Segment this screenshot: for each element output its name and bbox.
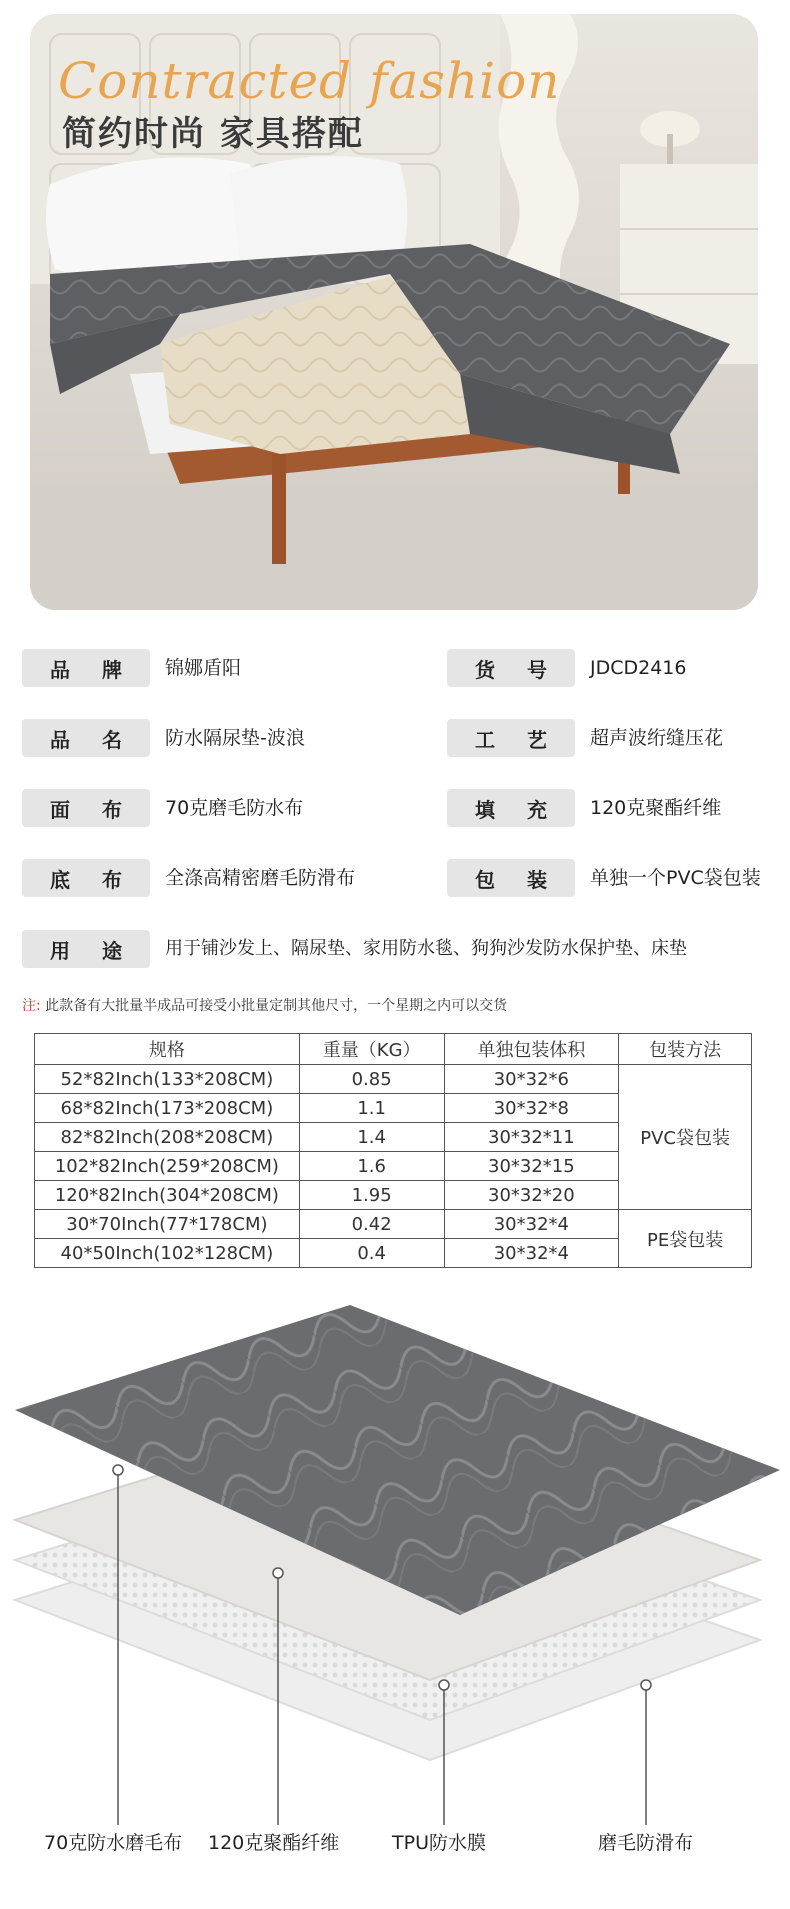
table-cell: 1.1 — [299, 1094, 444, 1123]
spec-label: 包装 — [447, 859, 575, 897]
table-cell: 30*32*15 — [444, 1152, 619, 1181]
spec-label: 品名 — [22, 719, 150, 757]
layer-structure-illustration — [0, 1290, 790, 1830]
spec-value: 锦娜盾阳 — [165, 657, 242, 679]
table-cell: 102*82Inch(259*208CM) — [35, 1152, 300, 1181]
layer-caption: 磨毛防滑布 — [598, 1832, 694, 1854]
table-header: 规格 — [35, 1034, 300, 1065]
spec-value: 防水隔尿垫-波浪 — [165, 727, 305, 749]
table-row — [35, 1210, 752, 1239]
spec-label: 填充 — [447, 789, 575, 827]
note-prefix: 注: — [22, 998, 41, 1014]
table-cell-packing: PVC袋包装 — [619, 1065, 752, 1210]
table-cell-packing: PE袋包装 — [619, 1210, 752, 1268]
spec-row — [22, 787, 772, 829]
spec-row — [22, 647, 772, 689]
table-cell: 52*82Inch(133*208CM) — [35, 1065, 300, 1094]
table-header: 重量（KG） — [299, 1034, 444, 1065]
spec-label: 面布 — [22, 789, 150, 827]
table-cell: 30*32*11 — [444, 1123, 619, 1152]
layer-caption: 120克聚酯纤维 — [208, 1832, 340, 1854]
layer-caption: 70克防水磨毛布 — [44, 1832, 183, 1854]
table-cell: 68*82Inch(173*208CM) — [35, 1094, 300, 1123]
spec-label: 用途 — [22, 930, 150, 968]
table-header-row — [35, 1034, 752, 1065]
table-row — [35, 1065, 752, 1094]
note-body: 此款备有大批量半成品可接受小批量定制其他尺寸，一个星期之内可以交货 — [45, 998, 508, 1014]
table-cell: 40*50Inch(102*128CM) — [35, 1239, 300, 1268]
spec-label: 货号 — [447, 649, 575, 687]
table-cell: 0.85 — [299, 1065, 444, 1094]
table-header: 单独包装体积 — [444, 1034, 619, 1065]
spec-row — [22, 857, 772, 899]
spec-value: JDCD2416 — [590, 657, 687, 679]
spec-value: 超声波绗缝压花 — [590, 727, 724, 749]
table-cell: 0.42 — [299, 1210, 444, 1239]
hero-title: 简约时尚 家具搭配 — [62, 114, 364, 154]
spec-value: 120克聚酯纤维 — [590, 797, 722, 819]
table-cell: 1.4 — [299, 1123, 444, 1152]
spec-row — [22, 928, 772, 970]
table-cell: 30*32*4 — [444, 1210, 619, 1239]
table-cell: 82*82Inch(208*208CM) — [35, 1123, 300, 1152]
table-cell: 1.95 — [299, 1181, 444, 1210]
spec-label: 工艺 — [447, 719, 575, 757]
table-cell: 30*32*6 — [444, 1065, 619, 1094]
spec-row — [22, 717, 772, 759]
hero-banner — [30, 14, 758, 610]
spec-label: 底布 — [22, 859, 150, 897]
table-cell: 1.6 — [299, 1152, 444, 1181]
spec-value: 全涤高精密磨毛防滑布 — [165, 867, 356, 889]
spec-value: 单独一个PVC袋包装 — [590, 867, 761, 889]
layer-caption: TPU防水膜 — [392, 1832, 486, 1854]
size-table — [34, 1033, 752, 1268]
note-text — [22, 995, 507, 1015]
hero-script-text: Contracted fashion — [58, 52, 561, 110]
spec-value: 70克磨毛防水布 — [165, 797, 304, 819]
table-header: 包装方法 — [619, 1034, 752, 1065]
spec-label: 品牌 — [22, 649, 150, 687]
table-cell: 30*70Inch(77*178CM) — [35, 1210, 300, 1239]
table-cell: 30*32*4 — [444, 1239, 619, 1268]
table-cell: 30*32*20 — [444, 1181, 619, 1210]
table-cell: 120*82Inch(304*208CM) — [35, 1181, 300, 1210]
table-cell: 30*32*8 — [444, 1094, 619, 1123]
table-cell: 0.4 — [299, 1239, 444, 1268]
spec-value: 用于铺沙发上、隔尿垫、家用防水毯、狗狗沙发防水保护垫、床垫 — [165, 938, 687, 959]
